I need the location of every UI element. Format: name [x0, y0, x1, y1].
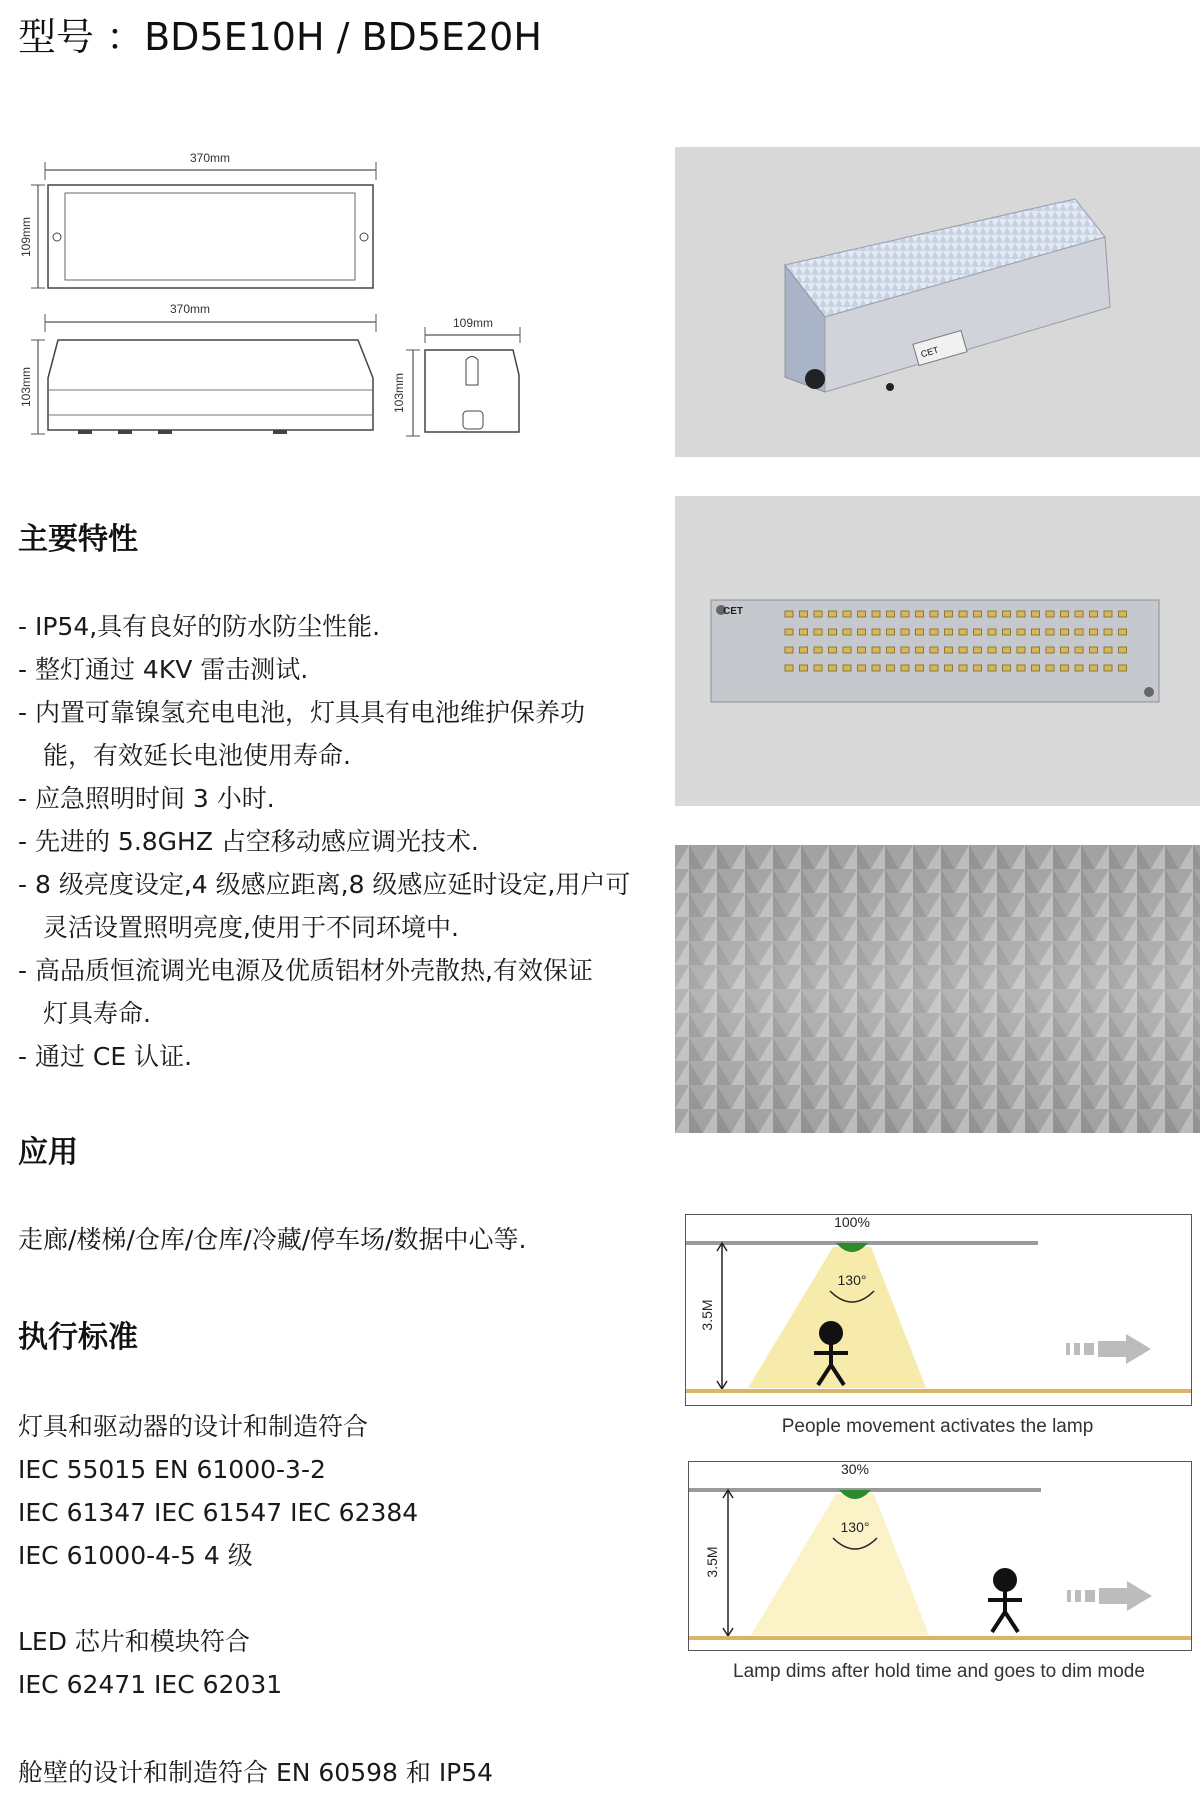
end-view-drawing [392, 315, 545, 440]
led-chip [1090, 665, 1098, 671]
led-chip [843, 629, 851, 635]
diagram-dim-height: 3.5M [704, 1546, 720, 1578]
led-chip [974, 629, 982, 635]
led-chip [901, 611, 909, 617]
diagram-active-svg [686, 1215, 1191, 1405]
led-chip [872, 665, 880, 671]
diagram-active-angle: 130° [837, 1272, 867, 1288]
diagram-dim-svg [689, 1462, 1191, 1650]
led-chip [1075, 665, 1083, 671]
diagram-active-percent: 100% [834, 1214, 870, 1230]
led-chip [974, 647, 982, 653]
led-chip [887, 611, 895, 617]
led-chip [930, 647, 938, 653]
diagram-dim-caption: Lamp dims after hold time and goes to dim mode [733, 1661, 1145, 1682]
led-chip [1003, 629, 1011, 635]
led-chip [930, 665, 938, 671]
led-board-photo [675, 496, 1200, 806]
led-chip [1061, 647, 1069, 653]
feature-item: - 应急照明时间 3 小时. [18, 784, 275, 813]
led-chip [916, 629, 924, 635]
dimension-drawing [18, 140, 398, 440]
feature-item-continuation: 灯具寿命. [43, 999, 151, 1028]
led-chip [785, 629, 793, 635]
led-chip [945, 629, 953, 635]
end-height-label: 103mm [392, 372, 406, 414]
lamp-illustration [675, 147, 1200, 457]
led-chip [872, 611, 880, 617]
led-chip [1046, 665, 1054, 671]
diagram-dim-angle: 130° [840, 1519, 870, 1535]
led-chip [974, 665, 982, 671]
led-chip [1017, 647, 1025, 653]
led-chip [858, 665, 866, 671]
person-icon [988, 1570, 1022, 1632]
led-chip [800, 665, 808, 671]
led-chip [1090, 647, 1098, 653]
led-chip [1104, 629, 1112, 635]
led-chip [800, 611, 808, 617]
standard-line: IEC 55015 EN 61000-3-2 [18, 1455, 326, 1484]
standard-line: 舱壁的设计和制造符合 EN 60598 和 IP54 [18, 1758, 494, 1787]
led-chip [901, 629, 909, 635]
led-chip [988, 629, 996, 635]
led-chip [1119, 611, 1127, 617]
led-chip [858, 647, 866, 653]
application-heading: 应用 [18, 1135, 78, 1170]
led-chip [785, 665, 793, 671]
led-chip [829, 611, 837, 617]
standards-group-led [18, 1620, 282, 1706]
led-chip [829, 665, 837, 671]
led-chip [1090, 611, 1098, 617]
feature-item: - 8 级亮度设定,4 级感应距离,8 级感应延时设定,用户可 [18, 870, 631, 899]
led-chip [1003, 647, 1011, 653]
led-chip [1032, 611, 1040, 617]
led-chip [1104, 647, 1112, 653]
led-chip [1032, 647, 1040, 653]
top-width-label: 370mm [189, 151, 231, 165]
diagram-active-height: 3.5M [699, 1299, 715, 1331]
led-chip [814, 629, 822, 635]
product-photo [675, 147, 1200, 457]
application-text: 走廊/楼梯/仓库/仓库/冷藏/停车场/数据中心等. [18, 1225, 527, 1254]
led-chip [988, 611, 996, 617]
led-chip [887, 665, 895, 671]
led-chip [916, 647, 924, 653]
standards-group-luminaire [18, 1405, 418, 1577]
led-chip [858, 629, 866, 635]
led-chip [1017, 665, 1025, 671]
led-chip [858, 611, 866, 617]
features-list [18, 605, 668, 1078]
led-chip [916, 611, 924, 617]
feature-item-continuation: 灵活设置照明亮度,使用于不同环境中. [43, 913, 459, 942]
product-label: CET [919, 344, 940, 360]
led-chip [887, 629, 895, 635]
led-chip [800, 647, 808, 653]
led-chip [843, 647, 851, 653]
standards-group-bulkhead [18, 1751, 493, 1794]
feature-item: - 高品质恒流调光电源及优质铝材外壳散热,有效保证 [18, 956, 593, 985]
motion-diagram-active [685, 1214, 1192, 1406]
led-chip [1104, 665, 1112, 671]
led-chip [1017, 629, 1025, 635]
feature-item-continuation: 能，有效延长电池使用寿命. [43, 741, 351, 770]
features-heading: 主要特性 [18, 522, 138, 557]
led-chip [930, 629, 938, 635]
standard-line: IEC 62471 IEC 62031 [18, 1670, 283, 1699]
standard-line: LED 芯片和模块符合 [18, 1627, 250, 1656]
led-chip [800, 629, 808, 635]
led-chip [1119, 665, 1127, 671]
standard-line: 灯具和驱动器的设计和制造符合 [18, 1412, 369, 1441]
led-chip [959, 611, 967, 617]
led-chip [843, 611, 851, 617]
led-chip [901, 647, 909, 653]
led-chip [945, 665, 953, 671]
led-chip [1061, 665, 1069, 671]
motion-diagram-dim [688, 1461, 1192, 1651]
led-chip [1119, 629, 1127, 635]
diagram-dim-percent: 30% [840, 1461, 870, 1477]
led-chip [1119, 647, 1127, 653]
led-chip [988, 647, 996, 653]
standards-heading: 执行标准 [18, 1320, 138, 1355]
standard-line: IEC 61347 IEC 61547 IEC 62384 [18, 1498, 419, 1527]
led-chip [1061, 611, 1069, 617]
led-chip [843, 665, 851, 671]
led-chip [1075, 647, 1083, 653]
movement-arrow-icon [1067, 1581, 1152, 1611]
pcb-label: CET [723, 606, 743, 617]
led-chip [1061, 629, 1069, 635]
led-chip [945, 647, 953, 653]
led-chip [959, 665, 967, 671]
page-title: 型号 ：BD5E10H / BD5E20H [18, 15, 542, 59]
led-chip [945, 611, 953, 617]
led-chip [814, 647, 822, 653]
led-chip [1075, 611, 1083, 617]
led-chip [1017, 611, 1025, 617]
movement-arrow-icon [1066, 1334, 1151, 1364]
led-chip [785, 611, 793, 617]
led-chip [930, 611, 938, 617]
led-chip [814, 665, 822, 671]
led-chip [1046, 647, 1054, 653]
led-chip [988, 665, 996, 671]
led-chip [872, 629, 880, 635]
led-chip [959, 647, 967, 653]
led-chip [1032, 665, 1040, 671]
side-height-label: 103mm [19, 366, 33, 408]
diagram-active-caption: People movement activates the lamp [781, 1416, 1094, 1437]
led-chip [829, 647, 837, 653]
led-board-illustration [675, 496, 1200, 806]
led-chip [901, 665, 909, 671]
led-chip [1046, 611, 1054, 617]
side-width-label: 370mm [169, 302, 211, 316]
top-height-label: 109mm [19, 216, 33, 258]
standard-line: IEC 61000-4-5 4 级 [18, 1541, 253, 1570]
lens-texture-photo [675, 845, 1200, 1133]
led-chip [959, 629, 967, 635]
led-chip [887, 647, 895, 653]
led-chip [1003, 611, 1011, 617]
prism-texture [675, 845, 1200, 1133]
led-chip [1104, 611, 1112, 617]
feature-item: - 整灯通过 4KV 雷击测试. [18, 655, 309, 684]
led-chip [785, 647, 793, 653]
end-width-label: 109mm [452, 316, 494, 330]
led-chip [1003, 665, 1011, 671]
led-chip [829, 629, 837, 635]
led-chip [872, 647, 880, 653]
led-chip [974, 611, 982, 617]
feature-item: - 内置可靠镍氢充电电池，灯具具有电池维护保养功 [18, 698, 585, 727]
led-chip [1032, 629, 1040, 635]
feature-item: - 通过 CE 认证. [18, 1042, 193, 1071]
led-chip [1075, 629, 1083, 635]
led-chip [814, 611, 822, 617]
feature-item: - 先进的 5.8GHZ 占空移动感应调光技术. [18, 827, 479, 856]
led-chip [916, 665, 924, 671]
led-chip [1090, 629, 1098, 635]
feature-item: - IP54,具有良好的防水防尘性能. [18, 612, 381, 641]
led-chip [1046, 629, 1054, 635]
